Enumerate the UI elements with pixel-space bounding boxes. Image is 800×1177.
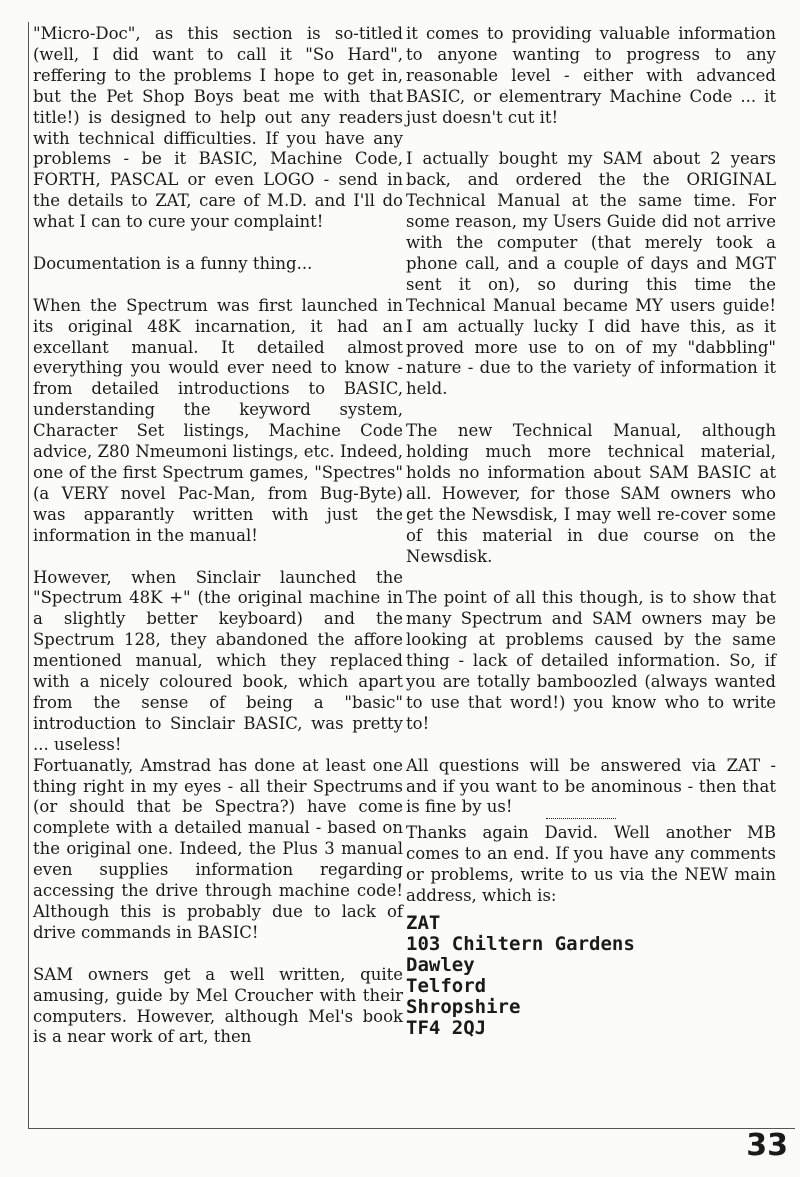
paragraph: The point of all this though, is to show that many Spectrum and SAM owners may be looking at problems caused by the same thing - lack of detailed information. So, if you are totally bamboozled (always wanted to use that word!) you know who to write to! bbox=[406, 588, 776, 733]
paragraph: it comes to providing valuable information to anyone wanting to progress to any reasonable level - either with advanced BASIC, or elementrary Machine Code ... it just doesn't cut it! bbox=[406, 24, 776, 127]
address-line: ZAT bbox=[406, 912, 441, 934]
paragraph: However, when Sinclair launched the "Spectrum 48K +" (the original machine in a slightly better keyboard) and the Spectrum 128, they abandoned the affore mentioned manual, which they replaced with a nicely coloured book, which apart from the sense of being a "basic" introduction to Sinclair BASIC, was pretty ... useless! bbox=[33, 567, 403, 754]
dotted-separator bbox=[546, 818, 616, 819]
page-number: 33 bbox=[746, 1128, 788, 1163]
paragraph: The new Technical Manual, although holding much more technical material, holds no information about SAM BASIC at all. However, for those SAM owners who get the Newsdisk, I may well re-cover some of this material in due course on the Newsdisk. bbox=[406, 421, 776, 566]
address-line: Telford bbox=[406, 974, 487, 997]
right-column bbox=[406, 24, 776, 1038]
address-line: TF4 2QJ bbox=[406, 1016, 487, 1039]
mailing-address bbox=[406, 913, 776, 1038]
paragraph: When the Spectrum was first launched in its original 48K incarnation, it had an excellant manual. It detailed almost everything you would ever need to know - from detailed introductions to BASIC, understanding the keyword system, Character Set listings, Machine Code advice, Z80 Nmeumoni listings, etc. Indeed, one of the first Spectrum games, "Spectres" (a VERY novel Pac-Man, from Bug-Byte) was apparantly written with just the information in the manual! bbox=[33, 295, 403, 545]
address-line: 103 Chiltern Gardens bbox=[406, 932, 635, 955]
paragraph: I actually bought my SAM about 2 years back, and ordered the the ORIGINAL Technical Manual at the same time. For some reason, my Users Guide did not arrive with the computer (that merely took a phone call, and a couple of days and MGT sent it on), so during this time the Technical Manual became MY users guide! I am actually lucky I did have this, as it proved more use to on of my "dabbling" nature - due to the variety of information it held. bbox=[406, 149, 776, 399]
paragraph: Documentation is a funny thing... bbox=[33, 253, 313, 273]
paragraph: All questions will be answered via ZAT - and if you want to be anominous - then that is fine by us! bbox=[406, 755, 776, 817]
paragraph: "Micro-Doc", as this section is so-titled (well, I did want to call it "So Hard", reffering to the problems I hope to get in, but the Pet Shop Boys beat me with that title!) is designed to help out any readers with technical difficulties. If you have any problems - be it BASIC, Machine Code, FORTH, PASCAL or even LOGO - send in the details to ZAT, care of M.D. and I'll do what I can to cure your complaint! bbox=[33, 24, 403, 232]
paragraph: Thanks again David. Well another MB comes to an end. If you have any comments or problems, write to us via the NEW main address, which is: bbox=[406, 823, 776, 906]
address-line: Dawley bbox=[406, 953, 475, 976]
left-column bbox=[33, 24, 403, 1069]
address-line: Shropshire bbox=[406, 995, 521, 1018]
paragraph: SAM owners get a well written, quite amusing, guide by Mel Croucher with their computers. However, although Mel's book is a near work of art, then bbox=[33, 964, 403, 1047]
paragraph: Fortuanatly, Amstrad has done at least one thing right in my eyes - all their Spectrums (or should that be Spectra?) have come complete with a detailed manual - based on the original one. Indeed, the Plus 3 manual even supplies information regarding accessing the drive through machine code! Although this is probably due to lack of drive commands in BASIC! bbox=[33, 755, 403, 942]
